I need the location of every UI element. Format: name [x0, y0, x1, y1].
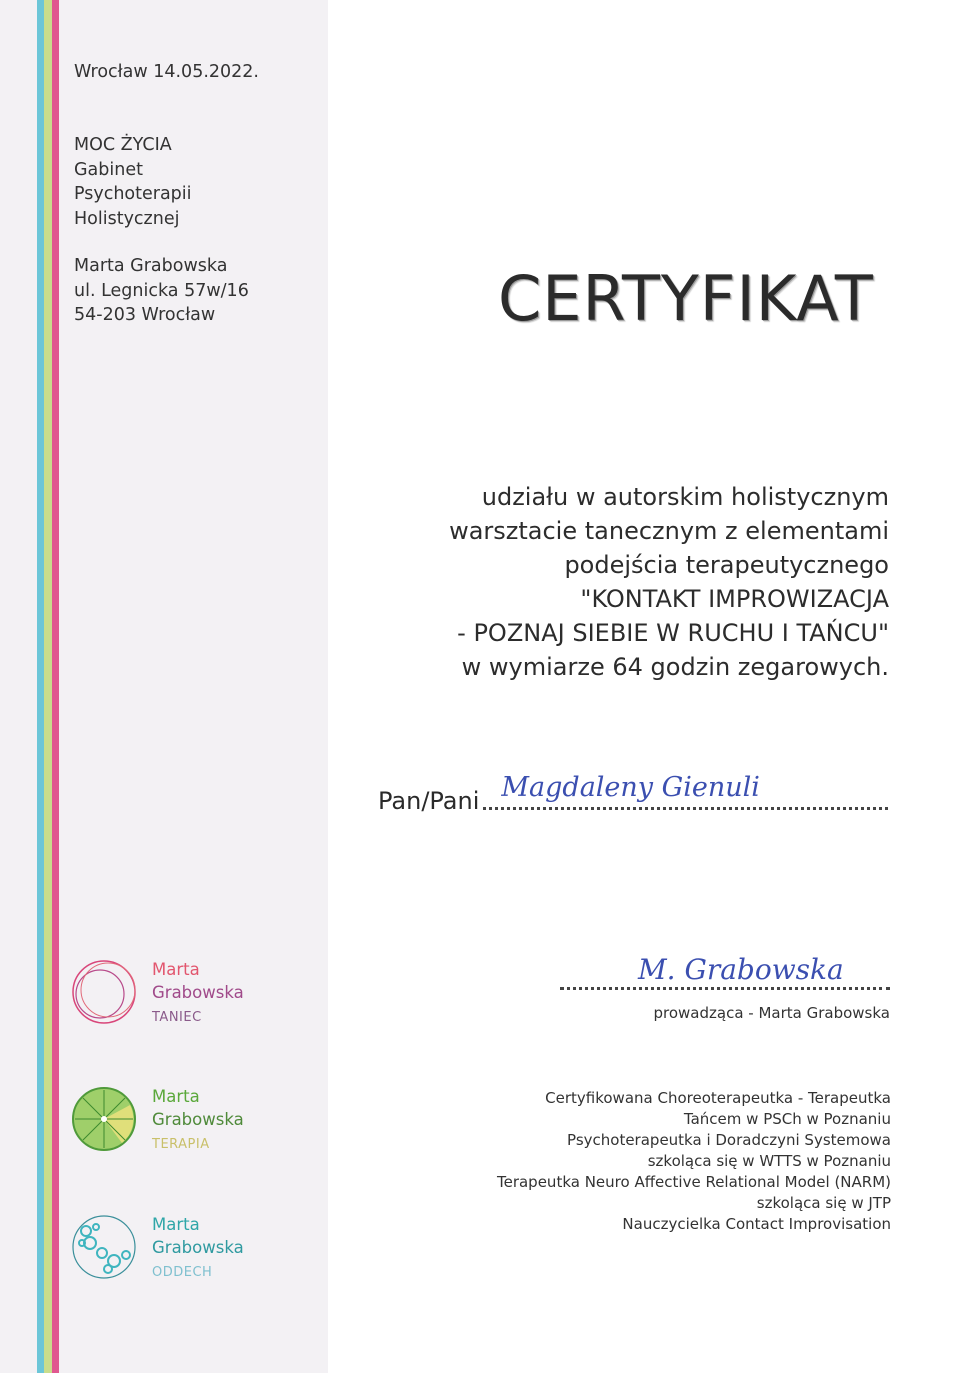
stripe-pink [52, 0, 59, 1373]
body-line: "KONTAKT IMPROWIZACJA [580, 585, 889, 613]
logo-name-last: Grabowska [152, 983, 244, 1002]
credential-line: szkoląca się w JTP [756, 1194, 891, 1212]
address [74, 254, 249, 328]
logo-oddech [70, 1213, 320, 1293]
logo-name-first: Marta [152, 960, 200, 979]
stripe-blue [37, 0, 44, 1373]
logo-subtitle: TANIEC [152, 1010, 202, 1025]
body-line: - POZNAJ SIEBIE W RUCHU I TAŃCU" [457, 619, 889, 647]
address-line: 54-203 Wrocław [74, 305, 216, 325]
stripe-green [44, 0, 52, 1373]
recipient-name-handwritten: Magdaleny Gienuli [501, 772, 760, 803]
logo-subtitle: ODDECH [152, 1265, 213, 1280]
body-line: podejścia terapeutycznego [564, 551, 889, 579]
recipient-label: Pan/Pani [378, 787, 480, 815]
bubbles-icon [70, 1213, 140, 1283]
logo-name-last: Grabowska [152, 1238, 244, 1257]
credential-line: Certyfikowana Choreoterapeutka - Terapeutka [545, 1089, 891, 1107]
org-line: Gabinet [74, 159, 143, 180]
credential-line: Nauczycielka Contact Improvisation [622, 1215, 891, 1233]
lime-slice-icon [70, 1085, 140, 1155]
credential-line: Terapeutka Neuro Affective Relational Model (NARM) [496, 1173, 891, 1191]
signature-handwritten: M. Grabowska [638, 953, 844, 986]
body-line: w wymiarze 64 godzin zegarowych. [461, 653, 889, 681]
org-line: MOC ŻYCIA [74, 135, 172, 155]
org-line: Psychoterapii [74, 184, 192, 204]
credential-line: szkoląca się w WTTS w Poznaniu [647, 1152, 891, 1170]
logo-terapia [70, 1085, 320, 1165]
logo-name-last: Grabowska [152, 1110, 244, 1129]
address-line: ul. Legnicka 57w/16 [74, 280, 249, 301]
logo-taniec [70, 958, 320, 1038]
rings-icon [70, 958, 140, 1028]
signature-caption: prowadząca - Marta Grabowska [653, 1004, 890, 1022]
credential-line: Tańcem w PSCh w Poznaniu [683, 1110, 891, 1128]
certificate-body [449, 480, 889, 684]
org-line: Holistycznej [74, 208, 180, 229]
address-line: Marta Grabowska [74, 256, 228, 276]
logo-name-first: Marta [152, 1087, 200, 1106]
body-line: warsztacie tanecznym z elementami [449, 517, 889, 545]
logo-subtitle: TERAPIA [152, 1137, 210, 1152]
certificate-title: CERTYFIKAT [498, 262, 874, 335]
dotted-line [483, 770, 888, 810]
body-line: udziału w autorskim holistycznym [481, 483, 889, 511]
place-date: Wrocław 14.05.2022. [74, 62, 259, 82]
recipient-line [378, 770, 888, 816]
logo-name-first: Marta [152, 1215, 200, 1234]
organization [74, 133, 192, 231]
credentials [497, 1088, 891, 1235]
credential-line: Psychoterapeutka i Doradczyni Systemowa [567, 1131, 891, 1149]
signature-line [560, 953, 890, 990]
